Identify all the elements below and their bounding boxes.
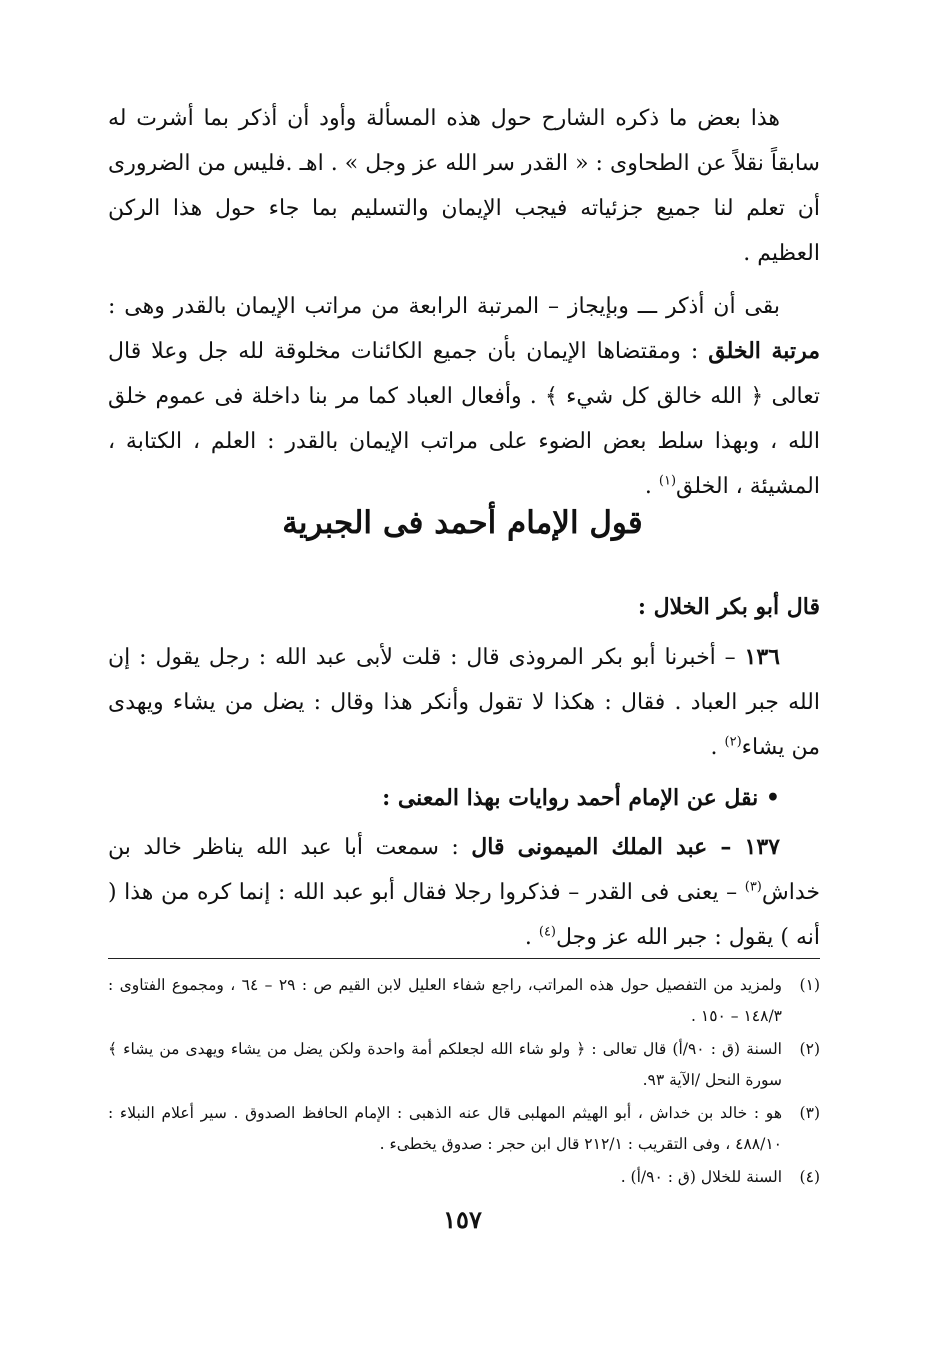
paragraph-1: هذا بعض ما ذكره الشارح حول هذه المسألة وأود أن أذكر بما أشرت له سابقاً نقلاً عن الطحاوى : « القدر سر الله عز وجل » . اهـ .فليس من الضرورى أن تعلم لنا جميع جزئياته فيجب الإيمان والتسليم بما جاء حول هذا الركن العظيم .	[108, 106, 820, 266]
footnote-ref-1: (١)	[658, 473, 677, 489]
item-137	[108, 825, 820, 960]
section-heading: قول الإمام أحمد فى الجبرية	[282, 505, 643, 541]
item-136-end: .	[710, 735, 725, 760]
footnote-4-number: (٤)	[799, 1168, 820, 1186]
main-section	[108, 585, 820, 960]
footnote-1-text: ولمزيد من التفصيل حول هذه المراتب، راجع شفاء العليل لابن القيم ص : ٢٩ – ٦٤ ، ومجموع الفتاوى : ١٤٨/٣ – ١٥٠ .	[108, 976, 783, 1025]
footnote-3-text: هو : خالد بن خداش ، أبو الهيثم المهلبى قال عنه الذهبى : الإمام الحافظ الصدوق . سير أعلام النبلاء : ٤٨٨/١٠ ، وفى التقريب : ٢١٢/١ قال ابن حجر : صدوق يخطىء .	[108, 1104, 782, 1153]
khallal-subheading: قال أبو بكر الخلال :	[637, 594, 820, 620]
footnote-2-text: السنة (ق : ٩٠/أ) قال تعالى : ﴿ ولو شاء الله لجعلكم أمة واحدة ولكن يضل من يشاء ويهدى من يشاء ﴾ سورة النحل /الآية ٩٣.	[108, 1040, 782, 1089]
item-137-narrator: – عبد الملك الميمونى قال	[471, 834, 745, 860]
footnote-ref-3: (٣)	[744, 879, 762, 895]
footnote-2-number: (٢)	[799, 1040, 820, 1058]
paragraph-2	[108, 284, 820, 509]
footnote-ref-4: (٤)	[538, 924, 556, 940]
paragraph-2-part-2: : ومقتضاها الإيمان بأن جميع الكائنات مخلوقة لله جل وعلا قال تعالى ﴿ الله خالق كل شيء ﴾ . وأفعال العباد كما مر بنا داخلة فى عموم خلق الله ، وبهذا سلط بعض الضوء على مراتب الإيمان بالقدر : العلم ، الكتابة ، المشيئة ، الخلق	[108, 339, 820, 499]
item-137-part-1: : سمعت أبا عبد الله يناظر خالد بن خداش	[108, 835, 820, 905]
footnote-1	[108, 970, 820, 1032]
footnote-ref-2: (٢)	[724, 734, 742, 750]
bullet-heading: • نقل عن الإمام أحمد روايات بهذا المعنى :	[382, 785, 780, 811]
footnote-4	[108, 1162, 820, 1193]
footnote-4-text: السنة للخلال (ق : ٩٠/أ) .	[620, 1168, 782, 1186]
item-136-text: – أخبرنا أبو بكر المروذى قال : قلت لأبى عبد الله : رجل يقول : إن الله جبر العباد . فقال : هكذا لا تقول وأنكر هذا وقال : يضل من يشاء ويهدى من يشاء	[108, 645, 820, 760]
item-136-number: ١٣٦	[744, 644, 780, 670]
item-137-part-2: – يعنى فى القدر – فذكروا رجلا فقال أبو عبد الله : إنما كره من هذا ( أنه ) يقول : جبر الله عز وجل	[108, 880, 820, 950]
page-number: ١٥٧	[443, 1205, 482, 1234]
footnote-divider	[108, 958, 820, 959]
footnotes	[108, 970, 820, 1195]
paragraph-2-bold-term: مرتبة الخلق	[708, 338, 820, 364]
item-137-number: ١٣٧	[744, 834, 780, 860]
paragraph-2-part-1: بقى أن أذكر ـــ وبإيجاز – المرتبة الرابعة من مراتب الإيمان بالقدر وهى :	[108, 294, 780, 319]
item-137-end: .	[524, 925, 539, 950]
paragraph-2-end: .	[644, 474, 659, 499]
footnote-1-number: (١)	[799, 976, 820, 994]
footnote-3	[108, 1098, 820, 1160]
item-136	[108, 635, 820, 770]
footnote-3-number: (٣)	[799, 1104, 820, 1122]
footnote-2	[108, 1034, 820, 1096]
intro-section	[108, 96, 820, 509]
